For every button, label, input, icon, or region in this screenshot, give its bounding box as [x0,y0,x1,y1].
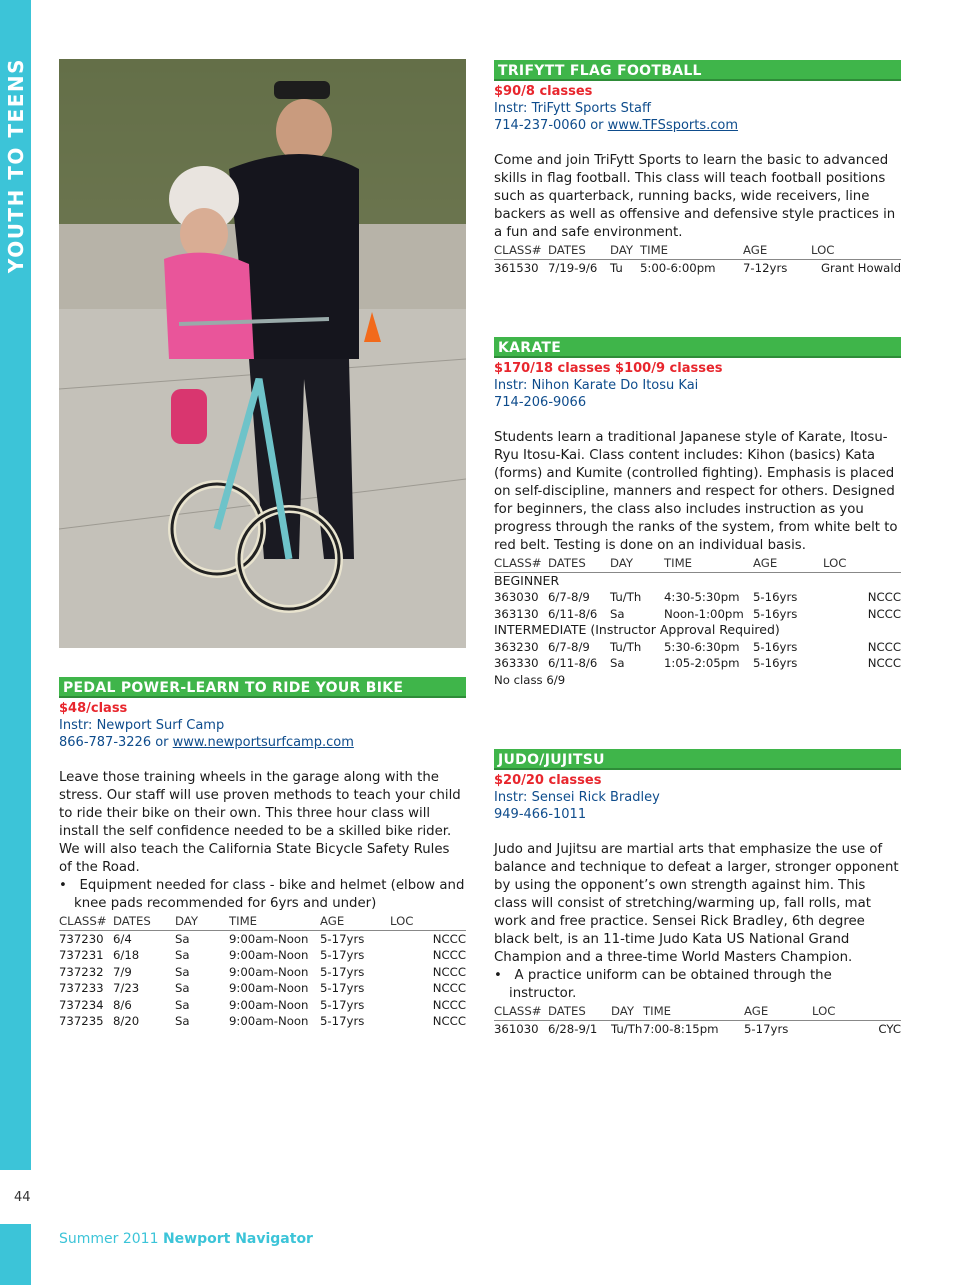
cell-day: Sa [610,656,625,670]
cell-class: 363130 [494,606,539,621]
cell-time: 9:00am-Noon [229,1014,309,1028]
judo-title: JUDO/JUJITSU [494,749,901,770]
cell-loc: NCCC [867,590,901,604]
karate-price: $170/18 classes $100/9 classes [494,361,723,376]
karate-title: KARATE [494,337,901,358]
pedal-power-website-link[interactable]: www.newportsurfcamp.com [172,735,354,750]
cell-day: Tu/Th [611,1021,643,1036]
schedule-header [59,913,466,930]
cell-day: Sa [175,1014,190,1028]
table-row [494,259,901,276]
flag-football-section [494,60,901,276]
cell-age: 5-16yrs [753,639,798,654]
cell-time: 9:00am-Noon [229,997,309,1012]
col-class: CLASS# [494,555,548,572]
cell-loc: NCCC [432,1014,466,1028]
cell-class: 361530 [494,260,539,275]
cell-class: 737234 [59,997,104,1012]
col-loc: LOC [812,1003,901,1020]
col-day: DAY [175,913,229,930]
sidebar-band-bottom [0,1224,31,1285]
cell-dates: 6/11-8/6 [548,656,598,670]
cell-dates: 6/7-8/9 [548,590,590,604]
bike-lesson-photo [59,59,466,648]
judo-instructor: Instr: Sensei Rick Bradley [494,790,660,805]
cell-class: 361030 [494,1021,539,1036]
cell-loc: NCCC [432,948,466,962]
level-intermediate: INTERMEDIATE (Instructor Approval Required) [494,622,780,637]
cell-time: 9:00am-Noon [229,931,309,946]
cell-time: 9:00am-Noon [229,948,309,962]
cell-dates: 8/20 [113,1014,140,1028]
cell-time: 5:00-6:00pm [640,260,716,275]
pedal-power-phone: 866-787-3226 or [59,735,173,750]
cell-loc: NCCC [432,981,466,995]
cell-class: 737231 [59,948,104,962]
cell-age: 5-17yrs [320,931,365,946]
table-row [59,980,466,997]
col-day: DAY [610,555,664,572]
table-row [59,997,466,1014]
table-row [59,930,466,947]
cell-dates: 8/6 [113,997,132,1012]
cell-time: 9:00am-Noon [229,981,309,995]
table-row [59,1013,466,1030]
cell-time: 7:00-8:15pm [643,1021,719,1036]
cell-loc: NCCC [867,656,901,670]
cell-time: 5:30-6:30pm [664,639,740,654]
col-time: TIME [640,242,743,259]
col-dates: DATES [113,913,175,930]
judo-section [494,749,901,1037]
cell-dates: 7/9 [113,964,132,979]
cell-class: 737230 [59,931,104,946]
col-day: DAY [611,1003,643,1020]
col-loc: LOC [811,242,901,259]
col-loc: LOC [823,555,901,572]
cell-day: Sa [175,948,190,962]
level-beginner: BEGINNER [494,572,560,588]
cell-age: 5-17yrs [744,1021,789,1036]
cell-age: 5-17yrs [320,1014,365,1028]
cell-class: 363030 [494,590,539,604]
cell-class: 363330 [494,656,539,670]
pedal-power-section [59,677,466,1030]
pedal-power-instructor: Instr: Newport Surf Camp [59,718,225,733]
judo-bullet-text: A practice uniform can be obtained through the instructor. [509,968,832,1001]
karate-schedule [494,555,901,672]
flag-football-website-link[interactable]: www.TFSsports.com [607,118,739,133]
cell-age: 5-16yrs [753,656,798,670]
cell-time: 9:00am-Noon [229,964,309,979]
page-number: 44 [14,1190,31,1205]
judo-description: Judo and Jujitsu are martial arts that emphasize the use of balance and technique to defeat a larger, stronger opponent by using the opponent’s own strength against him. This class will consist of stretching/warming up, fall rolls, mat work and free practice. Sensei Rick Bradley, 6th degree black belt, is an 11-time Judo Kata US National Grand Champion and a three-time World Masters Champion. [494,842,899,965]
cell-time: 4:30-5:30pm [664,590,740,604]
footer-season: Summer 2011 [59,1231,159,1247]
cell-loc: NCCC [432,931,466,946]
karate-section [494,337,901,688]
cell-age: 5-17yrs [320,981,365,995]
cell-age: 5-17yrs [320,997,365,1012]
flag-football-phone: 714-237-0060 or [494,118,608,133]
cell-class: 737232 [59,964,104,979]
judo-price: $20/20 classes [494,773,602,788]
karate-description: Students learn a traditional Japanese style of Karate, Itosu-Ryu Itosu-Kai. Class content includes: Kihon (basics) Kata (forms) and Kumite (controlled fighting). Emphasis is placed on self-discipline, manners and respect for others. Designed for beginners, the class also includes instruction as you progress through the ranks of the system, from white belt to red belt. Testing is done on an individual basis. [494,430,898,553]
schedule-header [494,1003,901,1020]
footer-publication: Newport Navigator [162,1231,313,1247]
col-age: AGE [753,555,823,572]
cell-time: Noon-1:00pm [664,606,744,621]
schedule-header [494,555,901,572]
col-class: CLASS# [59,913,113,930]
judo-phone: 949-466-1011 [494,807,587,822]
cell-age: 5-16yrs [753,590,798,604]
footer [59,1231,313,1247]
cell-day: Sa [175,931,190,946]
sidebar-label-wrap [4,58,28,293]
cell-class: 737233 [59,981,104,995]
pedal-power-contact [59,734,466,751]
col-class: CLASS# [494,242,548,259]
karate-phone: 714-206-9066 [494,395,587,410]
cell-class: 737235 [59,1014,104,1028]
cell-dates: 6/18 [113,948,140,962]
pedal-power-bullet: • Equipment needed for class - bike and helmet (elbow and knee pads recommended for 6yrs and under) [59,878,465,911]
cell-dates: 7/23 [113,981,140,995]
col-dates: DATES [548,555,610,572]
pedal-power-description: Leave those training wheels in the garage along with the stress. Our staff will use proven methods to teach your child to ride their bike on their own. This three hour class will install the self confidence needed to be a skilled bike rider. We will also teach the California State Bicycle Safety Rules of the Road. [59,770,461,875]
col-dates: DATES [548,242,610,259]
flag-football-contact [494,117,901,134]
sidebar-label: YOUTH TO TEENS [4,58,28,274]
cell-age: 5-17yrs [320,948,365,962]
col-time: TIME [229,913,320,930]
cell-day: Sa [175,997,190,1012]
cell-loc: Grant Howald [820,260,901,275]
cell-loc: NCCC [432,997,466,1012]
cell-dates: 6/28-9/1 [548,1021,598,1036]
pedal-power-title: PEDAL POWER-LEARN TO RIDE YOUR BIKE [59,677,466,698]
table-row [59,964,466,981]
table-row [494,589,901,606]
flag-football-instructor: Instr: TriFytt Sports Staff [494,101,651,116]
pedal-power-bullet-text: Equipment needed for class - bike and helmet (elbow and knee pads recommended for 6yrs and under) [74,878,465,911]
cell-day: Sa [610,606,625,621]
col-class: CLASS# [494,1003,548,1020]
flag-football-description: Come and join TriFytt Sports to learn the basic to advanced skills in flag football. This class will teach football positions such as quarterback, running backs, wide receivers, line backers as well as offensive and defensive style practices in a fun and safe environment. [494,153,896,240]
cell-dates: 6/11-8/6 [548,606,598,621]
cell-age: 5-16yrs [753,606,798,621]
col-age: AGE [744,1003,812,1020]
cell-day: Tu/Th [610,590,642,604]
cell-day: Sa [175,981,190,995]
table-row [494,639,901,656]
cell-loc: NCCC [867,639,901,654]
col-time: TIME [643,1003,744,1020]
judo-schedule [494,1003,901,1037]
karate-instructor: Instr: Nihon Karate Do Itosu Kai [494,378,699,393]
pedal-power-price: $48/class [59,701,128,716]
cell-day: Sa [175,964,190,979]
col-age: AGE [320,913,390,930]
cell-day: Tu/Th [610,639,642,654]
table-row [494,1020,901,1037]
table-row [59,947,466,964]
cell-age: 5-17yrs [320,964,365,979]
flag-football-price: $90/8 classes [494,84,593,99]
cell-day: Tu [610,260,623,275]
flag-football-title: TRIFYTT FLAG FOOTBALL [494,60,901,81]
cell-dates: 7/19-9/6 [548,260,598,275]
karate-note: No class 6/9 [494,672,566,687]
table-row [494,606,901,623]
col-time: TIME [664,555,753,572]
cell-age: 7-12yrs [743,260,788,275]
cell-dates: 6/4 [113,931,132,946]
cell-time: 1:05-2:05pm [664,656,740,670]
cell-class: 363230 [494,639,539,654]
table-row [494,655,901,672]
col-day: DAY [610,242,640,259]
col-dates: DATES [548,1003,611,1020]
cell-loc: NCCC [432,964,466,979]
col-age: AGE [743,242,811,259]
pedal-power-schedule [59,913,466,1030]
cell-loc: NCCC [867,606,901,621]
cell-dates: 6/7-8/9 [548,639,590,654]
col-loc: LOC [390,913,466,930]
cell-loc: CYC [878,1021,901,1036]
schedule-header [494,242,901,259]
flag-football-schedule [494,242,901,276]
judo-bullet: • A practice uniform can be obtained through the instructor. [494,968,832,1001]
